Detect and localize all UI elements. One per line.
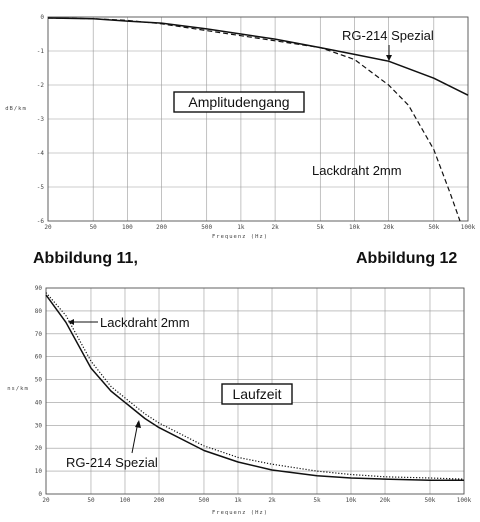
x-tick-label: 10k (349, 224, 360, 231)
x-tick-label: 50k (428, 224, 440, 231)
x-tick-label: 20 (44, 224, 52, 231)
x-tick-label: 2k (268, 497, 276, 504)
x-tick-label: 50k (424, 497, 436, 504)
amplitude-series (48, 18, 468, 221)
x-tick-label: 50 (89, 224, 97, 231)
delay-chart (0, 280, 480, 522)
x-tick-label: 100 (121, 224, 133, 231)
x-tick-label: 5k (316, 224, 324, 231)
y-tick-label: -3 (36, 116, 44, 123)
y-tick-label: 70 (34, 330, 42, 338)
y-tick-label: -6 (36, 218, 44, 225)
delay-y-tick-labels (35, 285, 43, 498)
amplitude-y-axis-label: dB/km (5, 106, 27, 112)
y-tick-label: 30 (34, 422, 42, 430)
x-tick-label: 2k (271, 224, 279, 231)
delay-rg214-arrow-head (135, 420, 141, 428)
y-tick-label: -4 (36, 150, 44, 157)
amplitude-chart (0, 0, 480, 240)
y-tick-label: 20 (34, 445, 42, 453)
y-tick-label: 50 (34, 376, 42, 384)
delay-series-label-lackdraht: Lackdraht 2mm (100, 315, 190, 330)
caption-abbildung-12: Abbildung 12 (356, 250, 458, 267)
y-tick-label: -5 (36, 184, 44, 191)
y-tick-label: -1 (36, 48, 44, 55)
x-tick-label: 200 (156, 224, 167, 231)
amplitude-series-label-rg214: RG-214 Spezial (342, 28, 434, 43)
delay-label: Laufzeit (232, 386, 282, 402)
x-tick-label: 500 (198, 497, 210, 504)
x-tick-label: 100 (119, 497, 131, 504)
x-tick-label: 1k (234, 497, 242, 504)
y-tick-label: 60 (34, 353, 42, 361)
y-tick-label: -2 (36, 82, 44, 89)
y-tick-label: 0 (40, 14, 44, 21)
x-tick-label: 1k (237, 224, 245, 231)
series-line (48, 18, 460, 221)
delay-y-axis-label: ns/km (7, 386, 29, 392)
caption-abbildung-11: Abbildung 11, (33, 250, 138, 267)
delay-x-tick-labels (42, 497, 471, 504)
x-tick-label: 20k (383, 224, 395, 231)
delay-lackdraht-arrow-head (68, 319, 74, 325)
x-tick-label: 200 (153, 497, 165, 504)
x-tick-label: 10k (345, 497, 357, 504)
x-tick-label: 20k (379, 497, 391, 504)
y-tick-label: 40 (34, 399, 42, 407)
delay-series-label-rg214: RG-214 Spezial (66, 455, 158, 470)
x-tick-label: 500 (201, 224, 213, 231)
x-tick-label: 100k (456, 497, 472, 504)
amplitude-label: Amplitudengang (188, 94, 290, 110)
x-tick-label: 20 (42, 497, 50, 504)
y-tick-label: 0 (38, 491, 42, 498)
y-tick-label: 90 (34, 285, 42, 292)
delay-x-axis-label: Frequenz (Hz) (211, 510, 269, 516)
y-tick-label: 80 (34, 307, 42, 315)
x-tick-label: 100k (460, 224, 476, 231)
amplitude-series-label-lackdraht: Lackdraht 2mm (312, 163, 402, 178)
amplitude-x-tick-labels (44, 224, 475, 231)
x-tick-label: 50 (87, 497, 95, 504)
amplitude-y-tick-labels (37, 14, 45, 225)
amplitude-grid (48, 17, 468, 221)
amplitude-x-axis-label: Frequenz (Hz) (211, 234, 269, 240)
y-tick-label: 10 (34, 468, 42, 476)
x-tick-label: 5k (313, 497, 321, 504)
